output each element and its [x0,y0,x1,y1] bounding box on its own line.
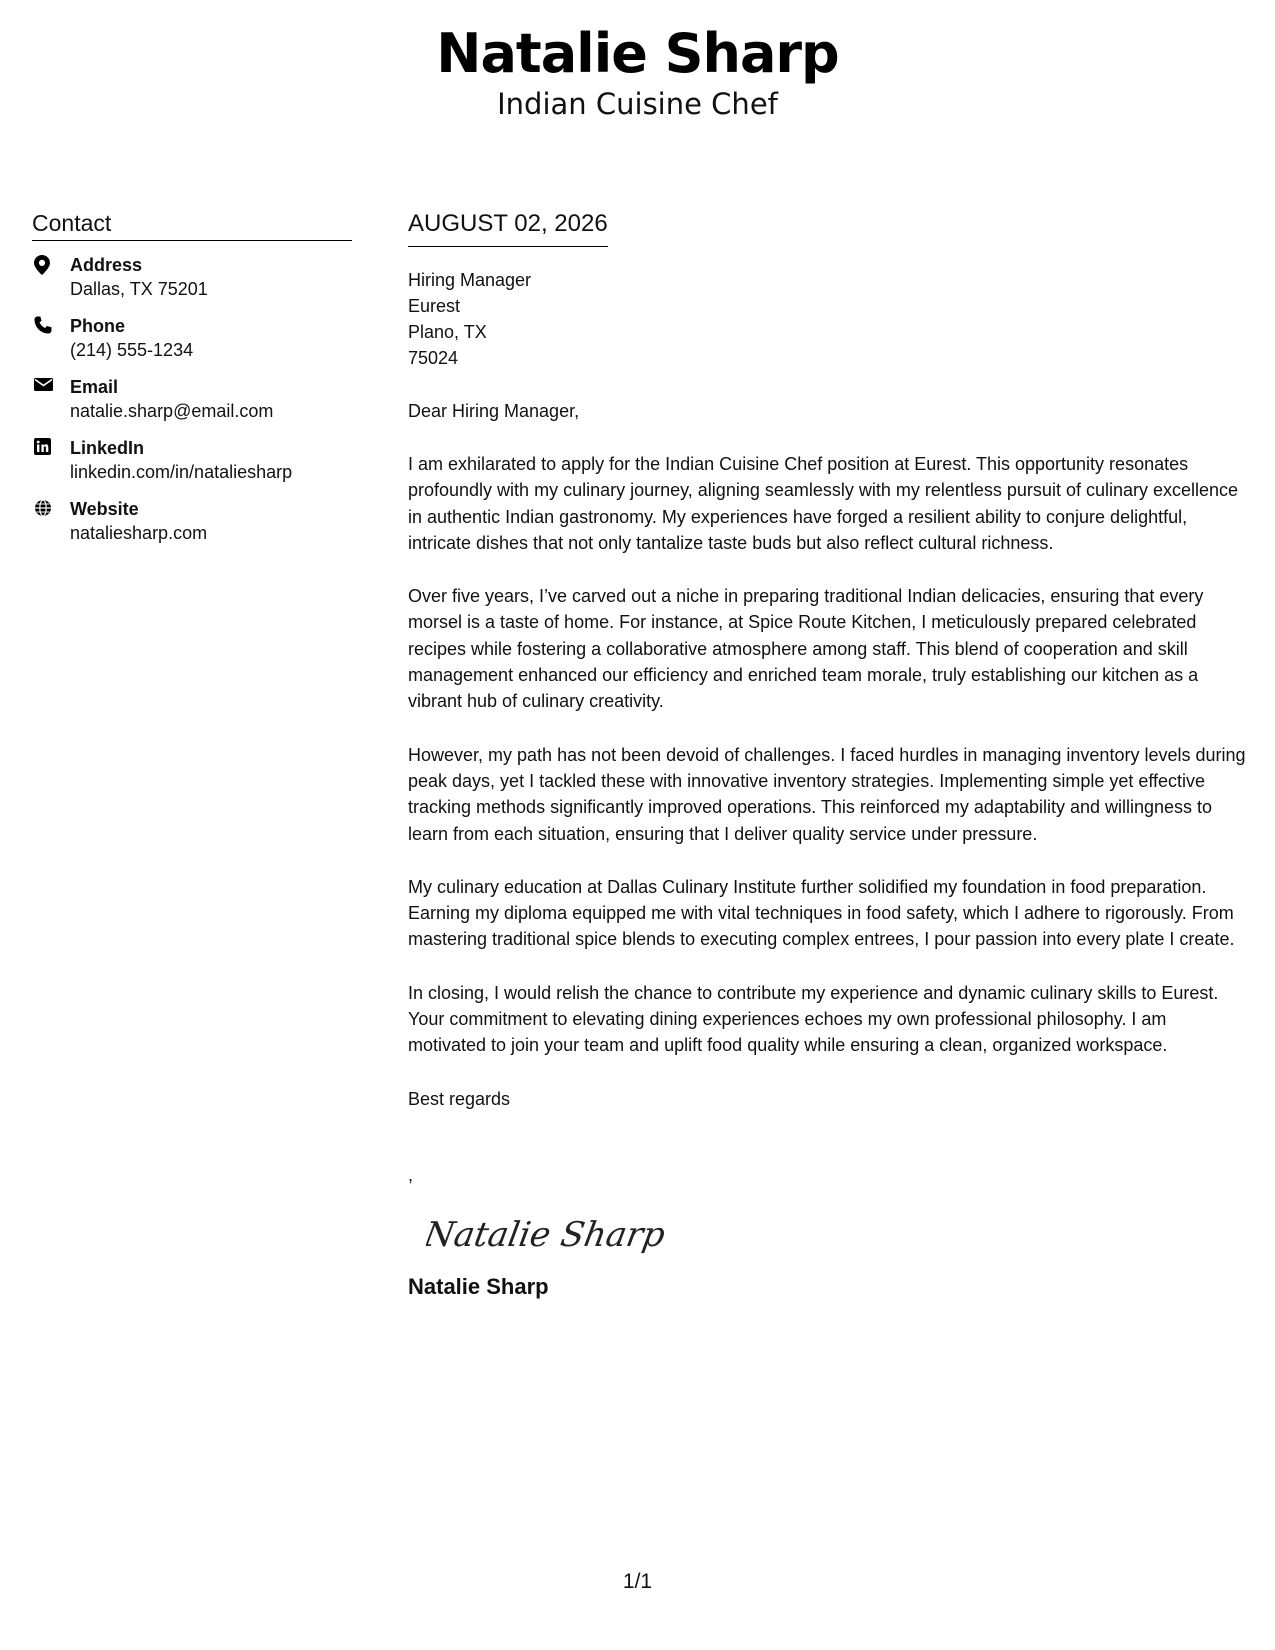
contact-sidebar [32,208,352,558]
contact-value: natalie.sharp@email.com [70,401,274,421]
applicant-title: Indian Cuisine Chef [497,87,778,121]
closing-comma: , [408,1164,414,1185]
globe-icon [34,499,52,517]
envelope-icon [34,377,52,395]
contact-heading: Contact [32,208,352,241]
phone-icon [34,316,52,334]
letter-header [0,22,1275,122]
signature-image [426,1204,666,1264]
contact-value: nataliesharp.com [70,523,208,543]
contact-address [32,253,352,301]
letter-paragraph: My culinary education at Dallas Culinary Institute further solidified my foundation in food preparation. Earning my diploma equipped me with vital techniques in food safety, which I adhere to rigorously. From mastering traditional spice blends to executing complex entrees, I pour passion into every plate I create. [408,876,1235,950]
contact-website [32,497,352,545]
contact-value: (214) 555-1234 [70,340,194,360]
contact-label: LinkedIn [70,438,145,458]
contact-label: Address [70,255,143,275]
contact-label: Website [70,499,139,519]
contact-phone [32,314,352,362]
applicant-name: Natalie Sharp [436,22,839,85]
recipient-line: Eurest [408,296,461,316]
signature-text: Natalie Sharp [426,1214,666,1255]
letter-body [408,208,1248,1302]
contact-label: Phone [70,316,126,336]
contact-label: Email [70,377,119,397]
letter-paragraph: However, my path has not been devoid of challenges. I faced hurdles in managing inventory levels during peak days, yet I tackled these with innovative inventory strategies. Implementing simple yet effective tracking methods significantly improved operations. This reinforced my adaptability and willingness to learn from each situation, ensuring that I deliver quality service under pressure. [408,744,1246,844]
letter-paragraph: Over five years, I’ve carved out a niche in preparing traditional Indian delicacies, ensuring that every morsel is a taste of home. For instance, at Spice Route Kitchen, I meticulously prepared celebrated recipes while fostering a collaborative atmosphere among staff. This blend of cooperation and skill management enhanced our efficiency and enriched team morale, truly establishing our kitchen as a vibrant hub of culinary creativity. [408,586,1204,712]
salutation: Dear Hiring Manager, [408,401,580,421]
letter-paragraph: I am exhilarated to apply for the Indian Cuisine Chef position at Eurest. This opportunity resonates profoundly with my culinary journey, aligning seamlessly with my relentless pursuit of culinary excellence in authentic Indian gastronomy. My experiences have forged a resilient ability to conjure delightful, intricate dishes that not only tantalize taste buds but also reflect cultural richness. [408,454,1239,553]
letter-date: AUGUST 02, 2026 [408,208,608,247]
contact-linkedin [32,436,352,484]
page-number: 1/1 [622,1570,653,1593]
recipient-line: Hiring Manager [408,270,532,290]
letter-paragraph: In closing, I would relish the chance to contribute my experience and dynamic culinary skills to Eurest. Your commitment to elevating dining experiences echoes my own professional philosophy. I am motivated to join your team and uplift food quality while ensuring a clean, organized workspace. [408,982,1219,1056]
signed-name: Natalie Sharp [408,1273,549,1299]
contact-email [32,375,352,423]
map-pin-icon [34,255,52,273]
linkedin-icon [34,438,52,456]
recipient-block [408,267,1248,371]
recipient-line: Plano, TX [408,322,487,342]
contact-value: Dallas, TX 75201 [70,279,208,299]
recipient-line: 75024 [408,348,459,368]
closing: Best regards [408,1088,511,1109]
contact-value: linkedin.com/in/nataliesharp [70,462,293,482]
